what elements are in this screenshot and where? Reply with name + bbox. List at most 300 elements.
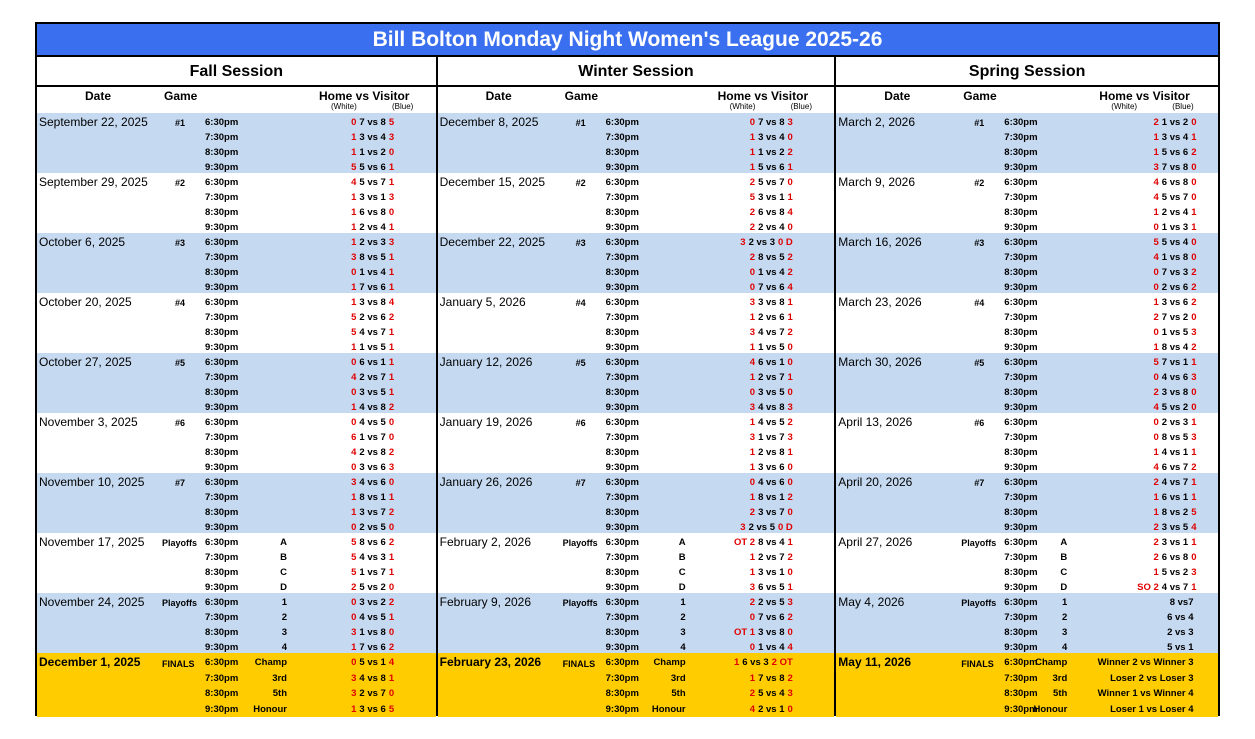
week-date: March 30, 2026 [838,355,922,369]
visitor-score: 3 [787,117,793,128]
matchup: 7 vs 6 [758,612,785,623]
matchup: 1 vs 8 [1161,252,1189,263]
game-time: 9:30pm [205,222,239,233]
visitor-score: 1 [787,162,793,173]
session-column [438,57,837,716]
game-score [748,207,794,218]
matchup: 1 vs 7 [359,432,386,443]
matchup: 7 vs 6 [359,642,386,653]
game-number: #1 [175,118,186,128]
game-score [748,507,794,518]
game-score [1152,447,1198,458]
game-time: 8:30pm [1004,267,1038,278]
game-label: A [280,537,287,548]
game-row [438,624,835,639]
visitor-score: 0 [1191,177,1197,188]
game-time: 8:30pm [205,447,239,458]
matchup: 8 vs 6 [359,537,386,548]
game-label: D [678,582,686,593]
matchup: 5 vs 2 [1161,567,1189,578]
game-time: 7:30pm [605,432,639,443]
game-score [748,402,794,413]
game-score [748,582,794,593]
matchup: 7 vs 1 [1161,357,1189,368]
game-time: 7:30pm [1004,312,1038,323]
game-label: C [1060,567,1068,578]
session-title: Winter Session [438,57,835,87]
game-time: 7:30pm [205,192,239,203]
game-row [836,701,1218,716]
matchup: 3 vs 8 [758,627,785,638]
session-title: Fall Session [37,57,436,87]
game-time: 7:30pm [605,672,639,684]
week-block [836,353,1218,413]
visitor-score: 2 [787,552,793,563]
column-headers [438,87,835,113]
home-score: 5 [351,537,357,548]
game-row [438,579,835,594]
game-number: #1 [974,118,985,128]
week-date: April 27, 2026 [838,535,913,549]
game-time: 6:30pm [605,417,639,428]
game-row [37,159,436,174]
game-row [438,701,835,716]
game-score [350,507,396,518]
visitor-score: 0 D [778,237,793,248]
visitor-score: 1 [787,537,793,548]
game-score [350,432,396,443]
game-label: 2 [1062,612,1068,623]
home-score: 1 [749,132,756,143]
matchup: 3 vs 7 [758,507,785,518]
visitor-score: 2 [388,402,395,413]
home-score: 2 [749,207,756,218]
game-row [438,354,835,369]
home-score: 4 [749,703,756,715]
matchup: 3 vs 4 [1161,132,1189,143]
session-column [37,57,438,716]
matchup: 7 vs 6 [758,282,785,293]
game-score [350,297,396,308]
game-time: 9:30pm [605,462,639,473]
game-time: 9:30pm [1004,342,1038,353]
game-row [37,354,436,369]
game-score [748,477,794,488]
visitor-score: 0 [1191,237,1197,248]
game-row [438,399,835,414]
home-score: 1 [1153,297,1159,308]
matchup: 2 vs 6 [359,312,386,323]
game-time: 9:30pm [205,402,239,413]
session-title: Spring Session [836,57,1218,87]
matchup: 4 vs 6 [1161,372,1189,383]
game-row [438,429,835,444]
blue-label: (Blue) [790,102,812,111]
visitor-score: 0 [1191,402,1197,413]
home-score: 5 [351,312,357,323]
week-block [836,293,1218,353]
game-time: 8:30pm [1004,567,1038,578]
visitor-score: 1 [787,372,793,383]
game-score [350,282,396,293]
game-time: 8:30pm [1004,627,1038,638]
visitor-score: 3 [1191,432,1197,443]
matchup: 2 vs 7 [758,372,785,383]
game-time: 6:30pm [605,237,639,248]
game-row [836,654,1218,669]
week-block [836,473,1218,533]
matchup: 4 vs 5 [359,417,386,428]
game-label: Honour [253,703,287,715]
game-time: 6:30pm [1004,657,1038,668]
matchup: 8 vs 4 [758,537,785,548]
game-score [748,612,794,623]
visitor-score: 3 [1191,372,1197,383]
session-column [836,57,1218,716]
visitor-score: 0 [787,342,793,353]
game-time: 8:30pm [605,387,639,398]
matchup: Winner 1 vs Winner 4 [1097,688,1194,699]
home-score: 1 [1153,132,1159,143]
game-label: 5th [272,688,287,699]
game-number: #7 [575,478,586,488]
game-number: #4 [974,298,985,308]
week-date: November 10, 2025 [39,475,145,489]
game-time: 9:30pm [1004,703,1038,715]
game-time: 7:30pm [605,252,639,263]
matchup: 6 vs 1 [359,357,386,368]
home-score: 2 [1153,312,1159,323]
game-score [748,117,794,128]
game-score [350,222,396,233]
game-score [350,492,396,503]
matchup: 1 vs 4 [758,267,785,278]
home-score: 4 [749,357,756,368]
home-score: 0 [749,642,756,653]
game-score [350,642,396,653]
matchup: 8 vs 1 [758,492,785,503]
game-row [438,504,835,519]
visitor-score: 1 [1191,447,1197,458]
game-row [438,654,835,669]
game-row [836,189,1218,204]
game-row [37,624,436,639]
matchup: 3 vs 4 [758,132,785,143]
game-row [438,114,835,129]
visitor-score: 1 [388,567,395,578]
game-row [37,399,436,414]
home-score: 2 [1153,117,1159,128]
visitor-score: 0 [787,132,793,143]
game-row [438,685,835,700]
game-time: 6:30pm [205,357,239,368]
visitor-score: 1 [1191,357,1197,368]
visitor-score: 1 [388,492,395,503]
home-score: 3 [740,237,746,248]
visitor-score: 0 D [778,522,793,533]
matchup: 8 vs 5 [359,252,386,263]
matchup: 7 vs 3 [1161,267,1189,278]
game-row [37,579,436,594]
game-row [37,219,436,234]
game-row [836,249,1218,264]
week-block [37,653,436,717]
game-number: #5 [175,358,186,368]
game-score [350,387,396,398]
week-block [37,113,436,173]
home-score: 2 [1153,387,1159,398]
game-score [748,417,794,428]
game-row [37,701,436,716]
game-time: 9:30pm [605,582,639,593]
home-score: 3 [749,402,756,413]
game-score [350,462,396,473]
game-time: 6:30pm [205,297,239,308]
game-time: 9:30pm [205,582,239,593]
game-score [1152,342,1198,353]
visitor-score: 2 [388,507,395,518]
game-time: 9:30pm [605,282,639,293]
game-number: #1 [575,118,586,128]
week-block [836,113,1218,173]
game-row [836,579,1218,594]
game-row [37,174,436,189]
week-date: February 23, 2026 [439,655,542,669]
matchup: 2 vs 6 [1161,282,1189,293]
week-block [37,233,436,293]
home-score: 1 [351,703,357,715]
home-score: 1 [1153,492,1159,503]
game-score [748,252,794,263]
game-time: 9:30pm [605,703,639,715]
game-time: 7:30pm [605,312,639,323]
game-score [350,117,396,128]
visitor-score: 1 [388,672,395,684]
home-score: 1 [1153,207,1159,218]
week-date: January 12, 2026 [439,355,533,369]
matchup: 1 vs 3 [1161,222,1189,233]
game-row [438,609,835,624]
home-score: 5 [351,567,357,578]
matchup: 5 vs 6 [758,162,785,173]
game-time: 8:30pm [1004,507,1038,518]
game-number: #5 [974,358,985,368]
week-block [37,413,436,473]
visitor-score: 2 [388,642,395,653]
game-score [350,704,396,715]
home-score: 1 [749,162,756,173]
matchup: 5 vs 4 [758,688,785,699]
home-score: 3 [1153,162,1159,173]
home-score: 1 [351,147,357,158]
game-time: 9:30pm [205,342,239,353]
visitor-score: 0 [1191,552,1197,563]
visitor-score: 2 [787,417,793,428]
game-header: Game [564,89,598,103]
game-score [748,447,794,458]
game-score [739,522,795,533]
home-score: 3 [740,522,746,533]
game-row [37,204,436,219]
week-block [438,653,835,717]
home-score: 1 [351,207,357,218]
visitor-score: 2 [1191,342,1197,353]
matchup: 3 vs 5 [359,387,386,398]
home-score: 5 [351,552,357,563]
game-row [836,264,1218,279]
home-score: 1 [351,282,357,293]
week-block [37,173,436,233]
white-label: (White) [331,102,357,111]
game-time: 6:30pm [1004,537,1038,548]
home-score: 1 [351,342,357,353]
game-score [1152,552,1198,563]
column-headers [836,87,1218,113]
week-block [836,533,1218,593]
game-score [1152,492,1198,503]
game-score [350,192,396,203]
visitor-score: 0 [388,477,395,488]
game-score [1152,222,1198,233]
home-score: 1 [1153,342,1159,353]
game-score [350,522,396,533]
week-block [438,233,835,293]
visitor-score: 0 [388,582,395,593]
game-score [748,372,794,383]
matchup: 2 vs 3 [1161,417,1189,428]
game-row [37,414,436,429]
game-score [748,387,794,398]
home-score: 2 [749,177,756,188]
matchup: 4 vs 6 [359,477,386,488]
game-row [37,234,436,249]
game-time: 7:30pm [605,612,639,623]
game-score [1152,177,1198,188]
game-time: 7:30pm [1004,192,1038,203]
game-row [836,534,1218,549]
matchup: 3 vs 5 [1161,522,1189,533]
game-score [748,567,794,578]
game-row [836,639,1218,654]
visitor-score: 0 [787,567,793,578]
home-score: 2 [749,597,756,608]
game-time: 9:30pm [605,222,639,233]
visitor-score: 4 [787,282,793,293]
visitor-score: 3 [1191,327,1197,338]
matchup: 8 vs 5 [758,252,785,263]
game-score [350,688,396,699]
game-time: 8:30pm [1004,447,1038,458]
game-score [1152,237,1198,248]
game-score [1152,282,1198,293]
game-row [438,519,835,534]
matchup: 5 vs 7 [1161,192,1189,203]
matchup: 4 vs 7 [758,327,785,338]
game-time: 8:30pm [205,207,239,218]
game-row [836,159,1218,174]
visitor-score: 0 [388,147,395,158]
game-row [836,294,1218,309]
game-score [350,537,396,548]
week-date: November 17, 2025 [39,535,145,549]
visitor-score: 2 [787,492,793,503]
matchup: 8 vs 4 [1161,342,1189,353]
game-row [37,459,436,474]
visitor-score: 1 [388,372,395,383]
home-score: 4 [1153,402,1159,413]
game-row [37,384,436,399]
date-header: Date [485,89,512,103]
date-header: Date [85,89,112,103]
game-score [350,402,396,413]
game-row [37,249,436,264]
game-time: 7:30pm [205,552,239,563]
game-row [836,219,1218,234]
game-time: 7:30pm [1004,372,1038,383]
visitor-score: 1 [388,357,395,368]
game-number: #2 [575,178,586,188]
home-score: 3 [749,432,756,443]
game-row [836,399,1218,414]
home-score: 1 [351,237,357,248]
game-time: 7:30pm [205,492,239,503]
game-row [438,670,835,685]
matchup: 7 vs 8 [359,117,386,128]
visitor-score: 2 [1191,282,1197,293]
game-score [748,222,794,233]
home-score: 0 [351,387,357,398]
home-score: 1 [733,657,740,668]
home-score: 2 [351,582,357,593]
game-time: 6:30pm [1004,117,1038,128]
home-vs-visitor-header: Home vs Visitor [1099,89,1190,103]
matchup: Loser 1 vs Loser 4 [1110,703,1194,715]
week-block [438,353,835,413]
game-row [438,474,835,489]
game-row [37,279,436,294]
home-score: 1 [1153,147,1159,158]
game-time: 6:30pm [605,117,639,128]
home-score: OT 1 [733,627,756,638]
home-score: 1 [351,492,357,503]
home-score: 2 [1153,522,1159,533]
game-score [1165,597,1198,608]
game-score [1152,252,1198,263]
matchup: 6 vs 1 [1161,492,1189,503]
week-block [37,353,436,413]
matchup: 2 vs 7 [758,552,785,563]
matchup: 4 vs 3 [359,552,386,563]
page-title: Bill Bolton Monday Night Women's League 2025-26 [37,24,1218,57]
game-score [350,612,396,623]
home-score: 0 [351,117,357,128]
game-score [1152,522,1198,533]
game-score [1152,357,1198,368]
visitor-score: 0 [787,477,793,488]
game-score [1152,267,1198,278]
game-time: 8:30pm [605,447,639,458]
game-time: 8:30pm [1004,387,1038,398]
white-label: (White) [729,102,756,111]
visitor-score: 1 [388,612,395,623]
game-time: 9:30pm [605,522,639,533]
game-label: Honour [651,703,686,715]
game-score [748,177,794,188]
visitor-score: 0 [787,387,793,398]
week-date: October 27, 2025 [39,355,132,369]
visitor-score: 0 [1191,162,1197,173]
game-time: 7:30pm [1004,252,1038,263]
